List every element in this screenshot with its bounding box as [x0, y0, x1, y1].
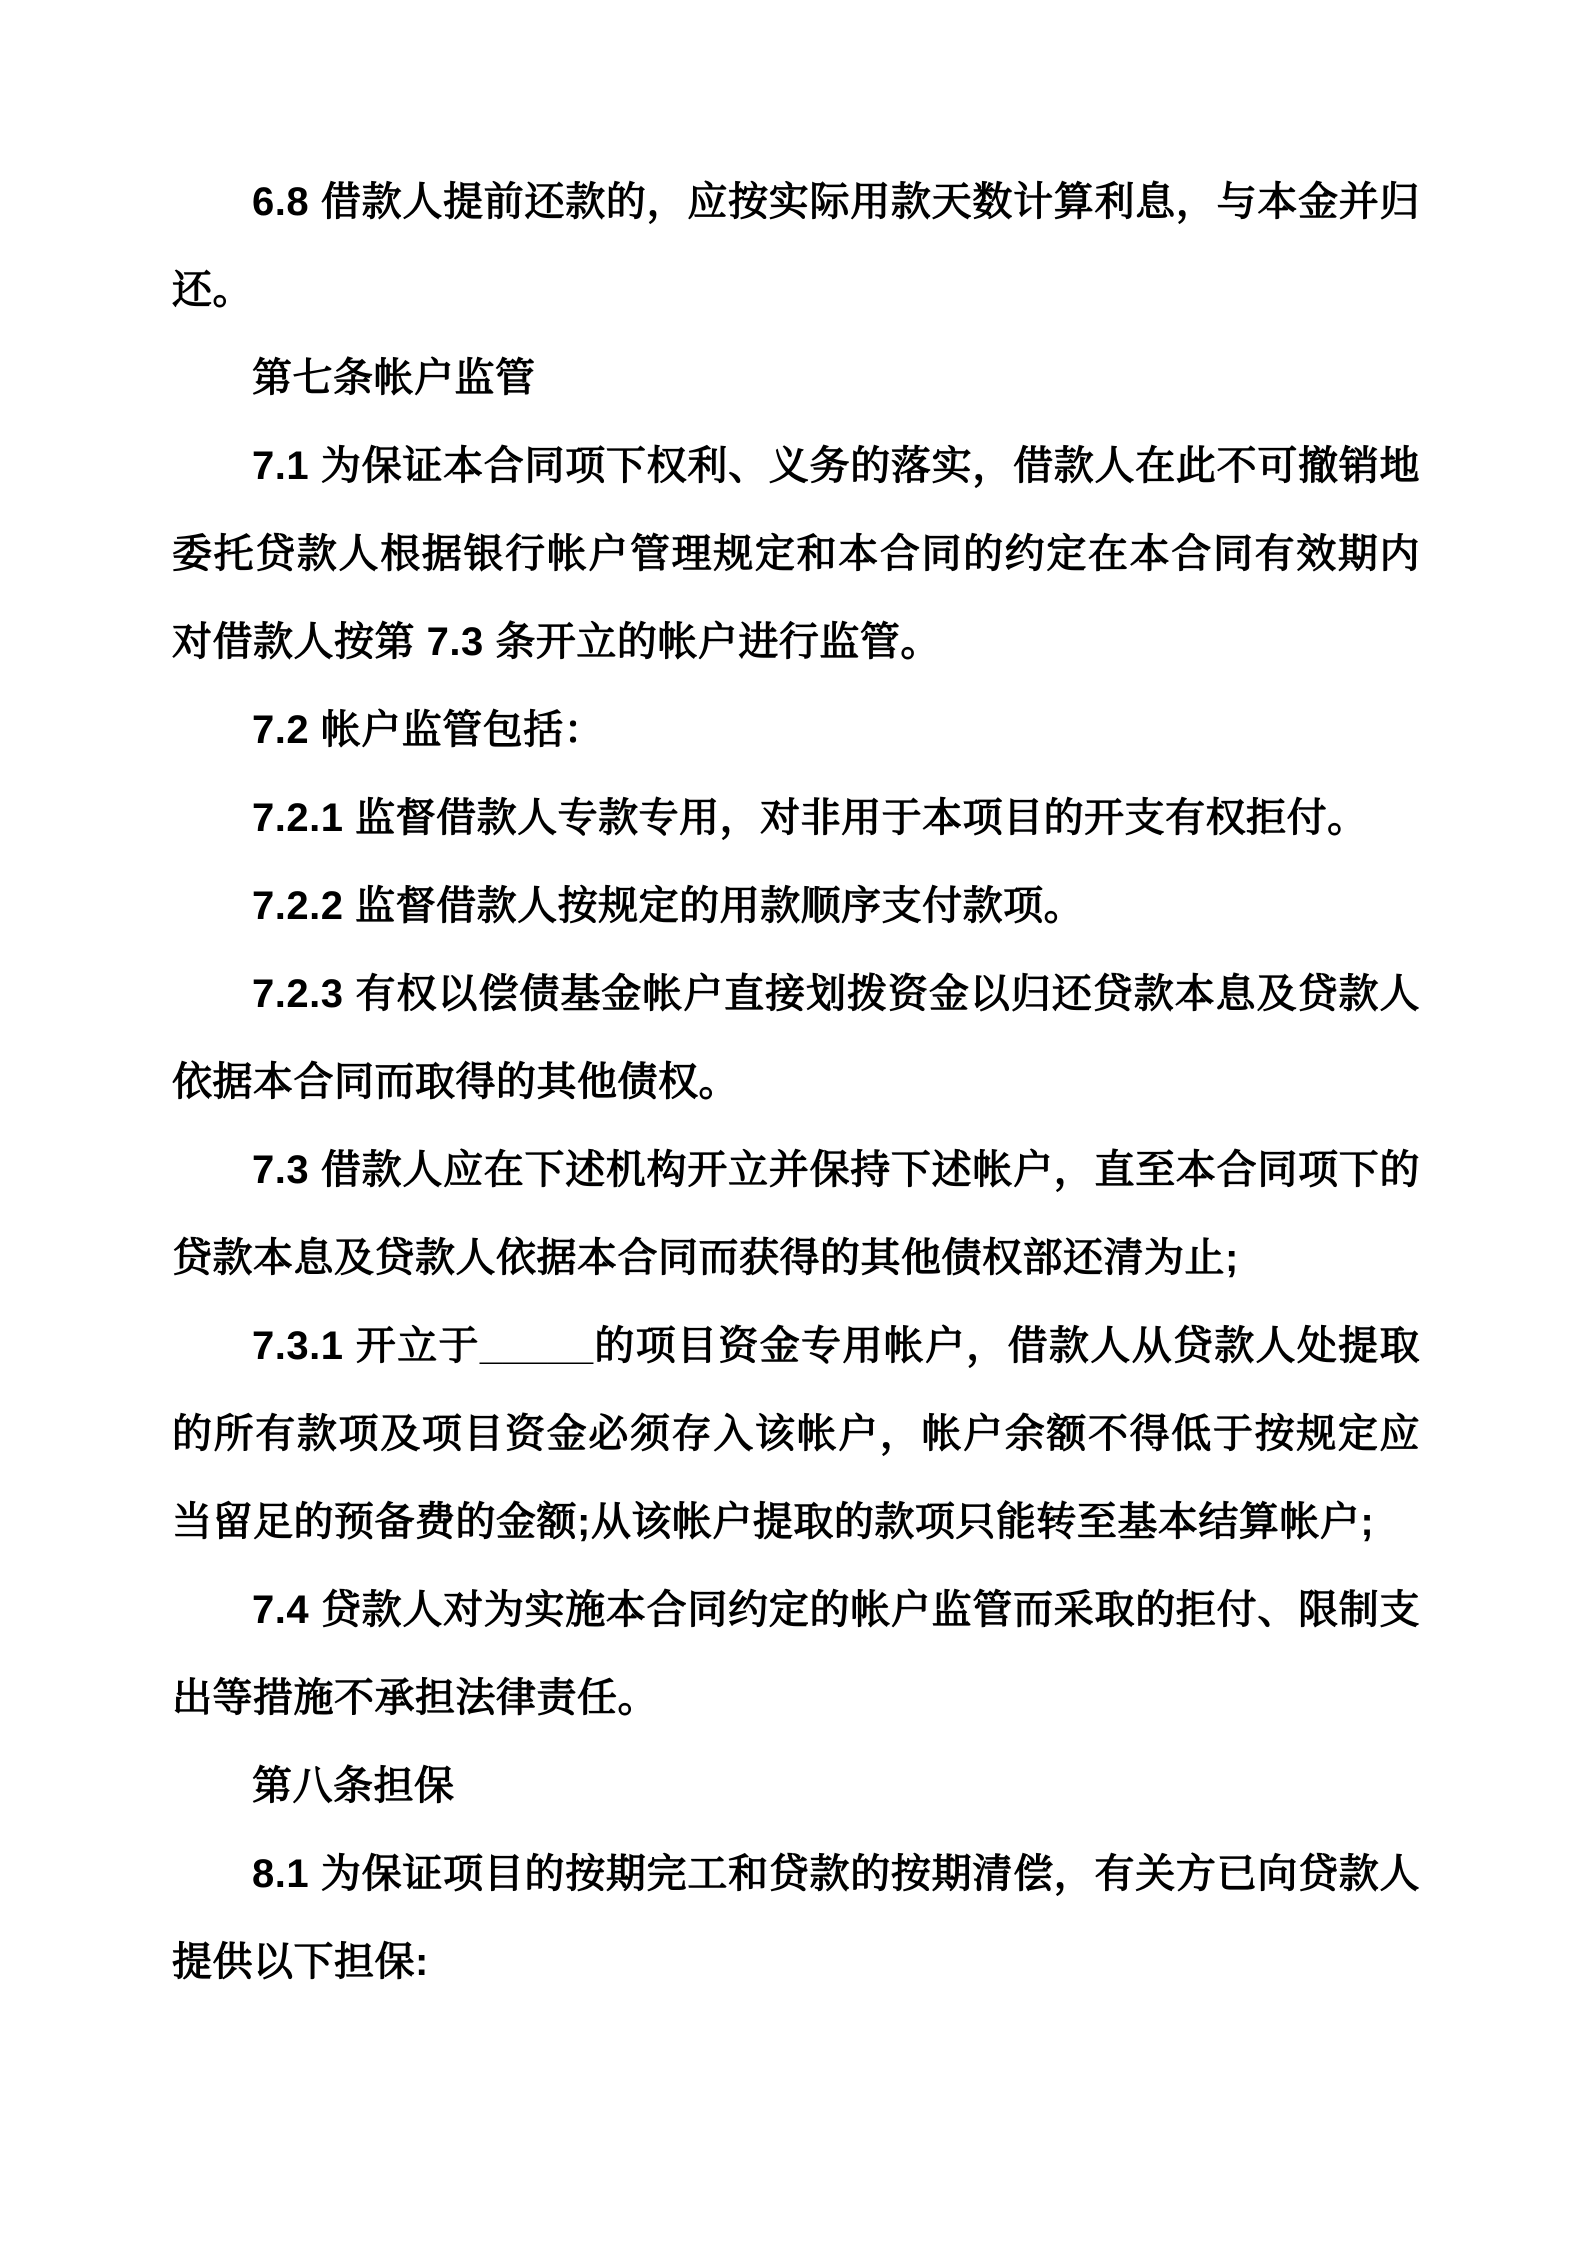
paragraph: 7.3.1 开立于_____的项目资金专用帐户，借款人从贷款人处提取的所有款项及项目资金必须存入该帐户，帐户余额不得低于按规定应当留足的预备费的金额;从该帐户提取的款项只能转至基本结算帐户; — [172, 1324, 1420, 1544]
paragraph: 第八条担保 — [252, 1764, 455, 1808]
paragraph: 7.1 为保证本合同项下权利、义务的落实，借款人在此不可撤销地委托贷款人根据银行帐户管理规定和本合同的约定在本合同有效期内对借款人按第 7.3 条开立的帐户进行监管。 — [172, 444, 1420, 664]
paragraph: 6.8 借款人提前还款的，应按实际用款天数计算利息，与本金并归还。 — [172, 180, 1420, 312]
paragraph: 7.2.1 监督借款人专款专用，对非用于本项目的开支有权拒付。 — [252, 796, 1368, 840]
paragraph: 7.2.2 监督借款人按规定的用款顺序支付款项。 — [252, 884, 1085, 928]
paragraph: 8.1 为保证项目的按期完工和贷款的按期清偿，有关方已向贷款人提供以下担保: — [172, 1852, 1420, 1984]
paragraph: 7.4 贷款人对为实施本合同约定的帐户监管而采取的拒付、限制支出等措施不承担法律责任。 — [172, 1588, 1420, 1720]
paragraph: 7.3 借款人应在下述机构开立并保持下述帐户，直至本合同项下的贷款本息及贷款人依据本合同而获得的其他债权部还清为止; — [172, 1148, 1420, 1280]
paragraph: 7.2.3 有权以偿债基金帐户直接划拨资金以归还贷款本息及贷款人依据本合同而取得的其他债权。 — [172, 972, 1420, 1104]
document-body — [172, 158, 1420, 2006]
paragraph: 第七条帐户监管 — [252, 356, 536, 400]
paragraph: 7.2 帐户监管包括： — [252, 708, 605, 752]
